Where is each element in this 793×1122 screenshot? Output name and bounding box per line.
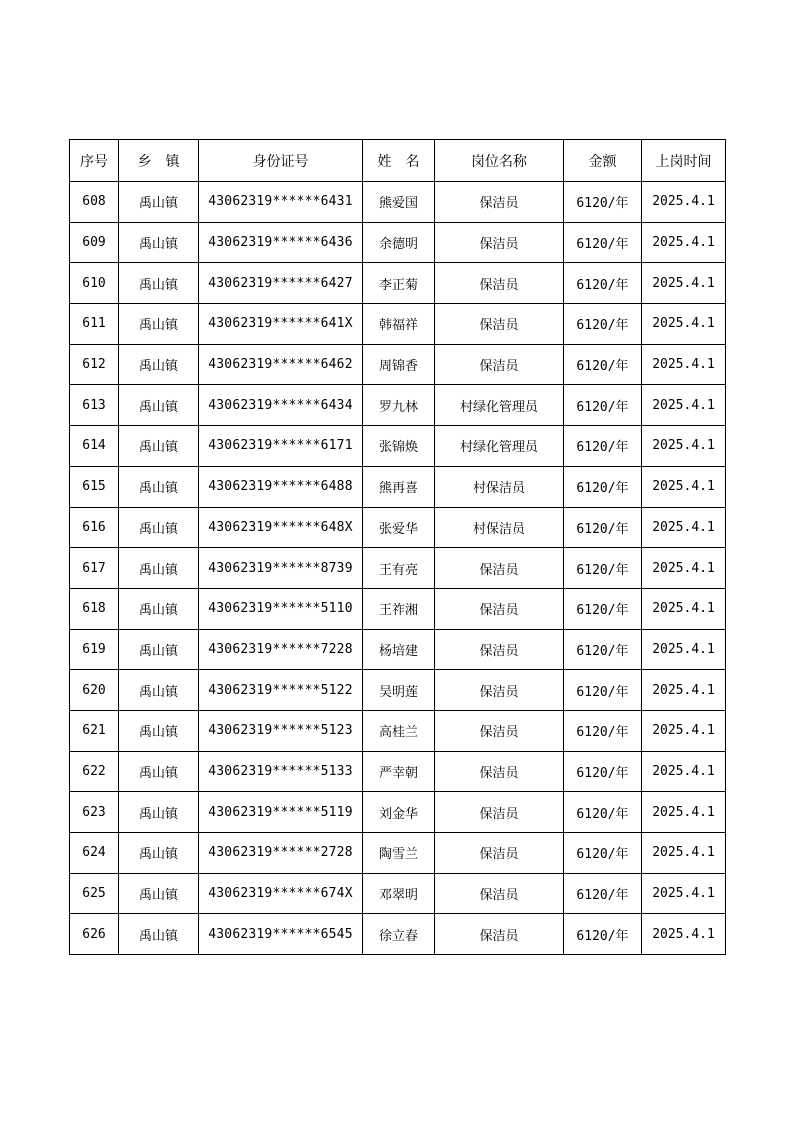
table-row — [70, 507, 726, 548]
cell-id-number: 43062319******674X — [199, 873, 363, 914]
cell-id-number: 43062319******6171 — [199, 426, 363, 467]
cell-date: 2025.4.1 — [642, 670, 726, 711]
cell-town: 禹山镇 — [119, 385, 199, 426]
cell-town: 禹山镇 — [119, 588, 199, 629]
table-row — [70, 385, 726, 426]
cell-name: 周锦香 — [363, 344, 435, 385]
cell-id-number: 43062319******5123 — [199, 710, 363, 751]
cell-amount: 6120/年 — [564, 548, 642, 589]
cell-amount: 6120/年 — [564, 873, 642, 914]
table-row — [70, 182, 726, 223]
cell-seq: 620 — [70, 670, 119, 711]
cell-town: 禹山镇 — [119, 710, 199, 751]
cell-town: 禹山镇 — [119, 751, 199, 792]
cell-seq: 624 — [70, 833, 119, 874]
cell-amount: 6120/年 — [564, 385, 642, 426]
table-header — [70, 140, 726, 182]
cell-seq: 613 — [70, 385, 119, 426]
cell-seq: 610 — [70, 263, 119, 304]
cell-name: 王有亮 — [363, 548, 435, 589]
cell-date: 2025.4.1 — [642, 751, 726, 792]
cell-seq: 626 — [70, 914, 119, 955]
cell-id-number: 43062319******2728 — [199, 833, 363, 874]
cell-id-number: 43062319******6427 — [199, 263, 363, 304]
cell-id-number: 43062319******5119 — [199, 792, 363, 833]
cell-amount: 6120/年 — [564, 629, 642, 670]
cell-amount: 6120/年 — [564, 751, 642, 792]
cell-name: 罗九林 — [363, 385, 435, 426]
cell-town: 禹山镇 — [119, 344, 199, 385]
cell-id-number: 43062319******5110 — [199, 588, 363, 629]
cell-amount: 6120/年 — [564, 263, 642, 304]
cell-post: 保洁员 — [435, 670, 564, 711]
cell-town: 禹山镇 — [119, 182, 199, 223]
header-seq: 序号 — [70, 140, 119, 182]
cell-post: 保洁员 — [435, 914, 564, 955]
cell-post: 村绿化管理员 — [435, 385, 564, 426]
cell-name: 韩福祥 — [363, 304, 435, 345]
cell-seq: 614 — [70, 426, 119, 467]
cell-date: 2025.4.1 — [642, 914, 726, 955]
cell-seq: 617 — [70, 548, 119, 589]
cell-post: 保洁员 — [435, 751, 564, 792]
cell-date: 2025.4.1 — [642, 548, 726, 589]
table-row — [70, 710, 726, 751]
cell-seq: 612 — [70, 344, 119, 385]
cell-date: 2025.4.1 — [642, 426, 726, 467]
cell-post: 保洁员 — [435, 222, 564, 263]
cell-amount: 6120/年 — [564, 670, 642, 711]
cell-post: 村保洁员 — [435, 507, 564, 548]
cell-amount: 6120/年 — [564, 466, 642, 507]
table-row — [70, 629, 726, 670]
cell-town: 禹山镇 — [119, 670, 199, 711]
cell-post: 保洁员 — [435, 182, 564, 223]
cell-post: 保洁员 — [435, 833, 564, 874]
cell-date: 2025.4.1 — [642, 385, 726, 426]
table-row — [70, 751, 726, 792]
cell-seq: 608 — [70, 182, 119, 223]
cell-post: 保洁员 — [435, 629, 564, 670]
cell-town: 禹山镇 — [119, 548, 199, 589]
cell-seq: 619 — [70, 629, 119, 670]
cell-id-number: 43062319******648X — [199, 507, 363, 548]
cell-town: 禹山镇 — [119, 507, 199, 548]
cell-seq: 615 — [70, 466, 119, 507]
cell-name: 熊爱国 — [363, 182, 435, 223]
table-row — [70, 426, 726, 467]
cell-seq: 609 — [70, 222, 119, 263]
cell-id-number: 43062319******6434 — [199, 385, 363, 426]
cell-name: 熊再喜 — [363, 466, 435, 507]
table-row — [70, 670, 726, 711]
cell-town: 禹山镇 — [119, 222, 199, 263]
cell-date: 2025.4.1 — [642, 629, 726, 670]
cell-amount: 6120/年 — [564, 344, 642, 385]
table-row — [70, 588, 726, 629]
cell-post: 保洁员 — [435, 873, 564, 914]
header-date: 上岗时间 — [642, 140, 726, 182]
cell-name: 邓翠明 — [363, 873, 435, 914]
cell-amount: 6120/年 — [564, 507, 642, 548]
cell-seq: 611 — [70, 304, 119, 345]
cell-amount: 6120/年 — [564, 914, 642, 955]
cell-town: 禹山镇 — [119, 466, 199, 507]
table-body — [70, 182, 726, 955]
table-row — [70, 222, 726, 263]
cell-name: 徐立春 — [363, 914, 435, 955]
cell-name: 杨培建 — [363, 629, 435, 670]
cell-id-number: 43062319******6462 — [199, 344, 363, 385]
header-id: 身份证号 — [199, 140, 363, 182]
cell-post: 保洁员 — [435, 792, 564, 833]
cell-name: 李正菊 — [363, 263, 435, 304]
table-row — [70, 914, 726, 955]
header-town: 乡 镇 — [119, 140, 199, 182]
cell-name: 王祚湘 — [363, 588, 435, 629]
cell-seq: 618 — [70, 588, 119, 629]
header-row — [70, 140, 726, 182]
cell-id-number: 43062319******5133 — [199, 751, 363, 792]
header-amount: 金额 — [564, 140, 642, 182]
cell-date: 2025.4.1 — [642, 588, 726, 629]
cell-name: 刘金华 — [363, 792, 435, 833]
cell-name: 张爱华 — [363, 507, 435, 548]
table-row — [70, 873, 726, 914]
cell-name: 高桂兰 — [363, 710, 435, 751]
cell-date: 2025.4.1 — [642, 304, 726, 345]
cell-id-number: 43062319******6545 — [199, 914, 363, 955]
table-row — [70, 833, 726, 874]
cell-name: 严幸朝 — [363, 751, 435, 792]
table-row — [70, 466, 726, 507]
cell-amount: 6120/年 — [564, 182, 642, 223]
cell-id-number: 43062319******6436 — [199, 222, 363, 263]
cell-amount: 6120/年 — [564, 792, 642, 833]
cell-id-number: 43062319******5122 — [199, 670, 363, 711]
table-row — [70, 548, 726, 589]
cell-town: 禹山镇 — [119, 304, 199, 345]
cell-amount: 6120/年 — [564, 426, 642, 467]
cell-amount: 6120/年 — [564, 588, 642, 629]
cell-town: 禹山镇 — [119, 833, 199, 874]
cell-town: 禹山镇 — [119, 426, 199, 467]
cell-seq: 625 — [70, 873, 119, 914]
cell-post: 保洁员 — [435, 344, 564, 385]
cell-town: 禹山镇 — [119, 263, 199, 304]
cell-name: 陶雪兰 — [363, 833, 435, 874]
cell-date: 2025.4.1 — [642, 182, 726, 223]
cell-name: 余德明 — [363, 222, 435, 263]
cell-name: 张锦焕 — [363, 426, 435, 467]
cell-amount: 6120/年 — [564, 710, 642, 751]
cell-town: 禹山镇 — [119, 629, 199, 670]
cell-date: 2025.4.1 — [642, 263, 726, 304]
cell-post: 保洁员 — [435, 710, 564, 751]
cell-date: 2025.4.1 — [642, 792, 726, 833]
cell-date: 2025.4.1 — [642, 833, 726, 874]
cell-id-number: 43062319******7228 — [199, 629, 363, 670]
cell-id-number: 43062319******6488 — [199, 466, 363, 507]
cell-date: 2025.4.1 — [642, 222, 726, 263]
cell-date: 2025.4.1 — [642, 466, 726, 507]
cell-town: 禹山镇 — [119, 792, 199, 833]
cell-seq: 623 — [70, 792, 119, 833]
cell-seq: 621 — [70, 710, 119, 751]
cell-post: 保洁员 — [435, 588, 564, 629]
cell-seq: 616 — [70, 507, 119, 548]
cell-post: 保洁员 — [435, 548, 564, 589]
cell-town: 禹山镇 — [119, 914, 199, 955]
cell-town: 禹山镇 — [119, 873, 199, 914]
cell-id-number: 43062319******6431 — [199, 182, 363, 223]
personnel-table — [69, 139, 726, 955]
cell-post: 保洁员 — [435, 263, 564, 304]
cell-date: 2025.4.1 — [642, 873, 726, 914]
cell-amount: 6120/年 — [564, 304, 642, 345]
cell-date: 2025.4.1 — [642, 710, 726, 751]
cell-date: 2025.4.1 — [642, 344, 726, 385]
cell-post: 村保洁员 — [435, 466, 564, 507]
table-row — [70, 344, 726, 385]
cell-name: 吴明莲 — [363, 670, 435, 711]
cell-date: 2025.4.1 — [642, 507, 726, 548]
header-post: 岗位名称 — [435, 140, 564, 182]
cell-id-number: 43062319******641X — [199, 304, 363, 345]
cell-post: 村绿化管理员 — [435, 426, 564, 467]
table-row — [70, 304, 726, 345]
cell-amount: 6120/年 — [564, 833, 642, 874]
table-row — [70, 263, 726, 304]
table-row — [70, 792, 726, 833]
cell-seq: 622 — [70, 751, 119, 792]
cell-id-number: 43062319******8739 — [199, 548, 363, 589]
cell-amount: 6120/年 — [564, 222, 642, 263]
header-name: 姓 名 — [363, 140, 435, 182]
cell-post: 保洁员 — [435, 304, 564, 345]
